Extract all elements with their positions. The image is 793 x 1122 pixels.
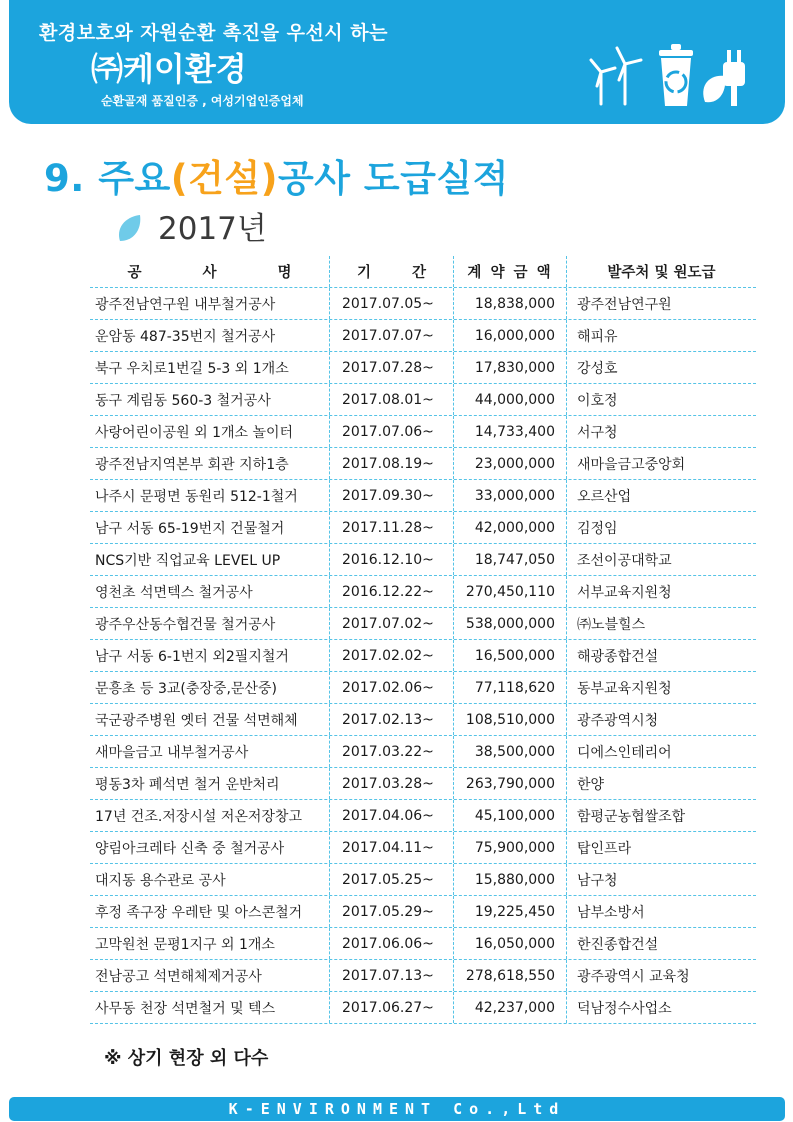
cell-contract-amount: 19,225,450	[453, 896, 566, 927]
section-number: 9.	[44, 157, 85, 200]
cell-contract-amount: 23,000,000	[453, 448, 566, 479]
cell-client: 남부소방서	[566, 896, 756, 927]
cell-period: 2017.04.11~	[329, 832, 453, 863]
table-row	[90, 448, 756, 480]
cell-period: 2017.08.19~	[329, 448, 453, 479]
cell-contract-amount: 16,500,000	[453, 640, 566, 671]
table-row	[90, 704, 756, 736]
table-row	[90, 480, 756, 512]
cell-client: 디에스인테리어	[566, 736, 756, 767]
cell-contract-amount: 33,000,000	[453, 480, 566, 511]
cell-period: 2017.02.02~	[329, 640, 453, 671]
cell-client: 한양	[566, 768, 756, 799]
cell-period: 2017.02.06~	[329, 672, 453, 703]
table-row	[90, 736, 756, 768]
cell-client: 김정임	[566, 512, 756, 543]
cell-period: 2017.05.29~	[329, 896, 453, 927]
contract-table	[90, 256, 756, 1024]
header-client: 발주처 및 원도급	[566, 256, 756, 287]
cell-project-name: 양림아크레타 신축 중 철거공사	[95, 840, 285, 857]
cell-client: 해광종합건설	[566, 640, 756, 671]
table-row	[90, 864, 756, 896]
cell-project-name: 동구 계림동 560-3 철거공사	[95, 392, 271, 409]
table-row	[90, 384, 756, 416]
table-row	[90, 672, 756, 704]
cell-period: 2017.06.27~	[329, 992, 453, 1023]
table-row	[90, 960, 756, 992]
table-row	[90, 512, 756, 544]
cell-client: 동부교육지원청	[566, 672, 756, 703]
cell-period: 2017.07.07~	[329, 320, 453, 351]
table-row	[90, 640, 756, 672]
cell-client: 이호정	[566, 384, 756, 415]
cell-contract-amount: 270,450,110	[453, 576, 566, 607]
cell-project-name: 나주시 문평면 동원리 512-1철거	[95, 488, 298, 505]
table-row	[90, 800, 756, 832]
header-project-name: 공 사 명	[127, 265, 320, 281]
slogan: 환경보호와 자원순환 촉진을 우선시 하는	[39, 22, 388, 44]
cell-contract-amount: 42,000,000	[453, 512, 566, 543]
table-row	[90, 832, 756, 864]
cell-period: 2017.07.06~	[329, 416, 453, 447]
table-row	[90, 288, 756, 320]
table-row	[90, 320, 756, 352]
section-title	[44, 148, 509, 202]
header-period: 기 간	[329, 256, 453, 287]
cell-project-name: NCS기반 직업교육 LEVEL UP	[95, 552, 281, 569]
cell-project-name: 광주전남지역본부 회관 지하1층	[95, 456, 289, 473]
cell-client: 서부교육지원청	[566, 576, 756, 607]
cell-project-name: 17년 건조.저장시설 저온저장창고	[95, 808, 302, 825]
cell-project-name: 북구 우치로1번길 5-3 외 1개소	[95, 360, 289, 377]
cell-period: 2017.04.06~	[329, 800, 453, 831]
header-contract-amount: 계 약 금 액	[453, 256, 566, 287]
cell-project-name: 전남공고 석면해체제거공사	[95, 968, 262, 985]
cell-project-name: 사랑어린이공원 외 1개소 놀이터	[95, 424, 294, 441]
cell-client: 해피유	[566, 320, 756, 351]
table-row	[90, 896, 756, 928]
leaf-icon	[116, 213, 142, 243]
cell-period: 2017.05.25~	[329, 864, 453, 895]
cell-contract-amount: 278,618,550	[453, 960, 566, 991]
cell-project-name: 운암동 487-35번지 철거공사	[95, 328, 276, 345]
cell-client: 한진종합건설	[566, 928, 756, 959]
cell-period: 2017.07.05~	[329, 288, 453, 319]
cell-contract-amount: 263,790,000	[453, 768, 566, 799]
header-icons	[587, 42, 755, 112]
cell-client: 강성호	[566, 352, 756, 383]
cell-contract-amount: 75,900,000	[453, 832, 566, 863]
cell-project-name: 영천초 석면텍스 철거공사	[95, 584, 253, 601]
wind-turbine-icon	[591, 48, 641, 104]
cell-project-name: 평동3차 폐석면 철거 운반처리	[95, 776, 280, 793]
cell-project-name: 광주우산동수협건물 철거공사	[95, 616, 276, 633]
cell-project-name: 대지동 용수관로 공사	[95, 872, 226, 889]
cell-period: 2017.06.06~	[329, 928, 453, 959]
leaf-plug-icon	[703, 50, 745, 106]
cell-client: ㈜노블힐스	[566, 608, 756, 639]
cell-contract-amount: 18,747,050	[453, 544, 566, 575]
cell-contract-amount: 45,100,000	[453, 800, 566, 831]
cell-project-name: 사무동 천장 석면철거 및 텍스	[95, 1000, 276, 1017]
table-row	[90, 928, 756, 960]
certification-text: 순환골재 품질인증 , 여성기업인증업체	[101, 94, 304, 108]
cell-client: 광주광역시청	[566, 704, 756, 735]
year-label: 2017년	[158, 211, 267, 247]
cell-period: 2017.07.02~	[329, 608, 453, 639]
table-row	[90, 768, 756, 800]
cell-period: 2017.03.28~	[329, 768, 453, 799]
cell-client: 광주광역시 교육청	[566, 960, 756, 991]
section-title-paren: (건설)	[170, 157, 278, 200]
cell-contract-amount: 14,733,400	[453, 416, 566, 447]
cell-period: 2017.11.28~	[329, 512, 453, 543]
cell-period: 2017.09.30~	[329, 480, 453, 511]
footer-text: K-ENVIRONMENT Co.,Ltd	[228, 1100, 566, 1118]
cell-period: 2016.12.10~	[329, 544, 453, 575]
table-row	[90, 608, 756, 640]
cell-period: 2017.03.22~	[329, 736, 453, 767]
cell-client: 탑인프라	[566, 832, 756, 863]
note-text: ※ 상기 현장 외 다수	[104, 1048, 269, 1069]
cell-period: 2016.12.22~	[329, 576, 453, 607]
footer-bar	[9, 1097, 785, 1121]
header-banner	[9, 0, 785, 124]
table-header-row	[90, 256, 756, 288]
cell-project-name: 남구 서동 65-19번지 건물철거	[95, 520, 285, 537]
cell-contract-amount: 538,000,000	[453, 608, 566, 639]
cell-client: 새마을금고중앙회	[566, 448, 756, 479]
cell-project-name: 고막원천 문평1지구 외 1개소	[95, 936, 275, 953]
table-row	[90, 544, 756, 576]
table-row	[90, 352, 756, 384]
cell-client: 남구청	[566, 864, 756, 895]
table-row	[90, 416, 756, 448]
cell-contract-amount: 17,830,000	[453, 352, 566, 383]
table-row	[90, 576, 756, 608]
cell-period: 2017.07.28~	[329, 352, 453, 383]
cell-contract-amount: 16,050,000	[453, 928, 566, 959]
cell-project-name: 광주전남연구원 내부철거공사	[95, 296, 276, 313]
cell-client: 함평군농협쌀조합	[566, 800, 756, 831]
cell-project-name: 새마을금고 내부철거공사	[95, 744, 249, 761]
section-title-a: 주요	[98, 157, 171, 200]
cell-client: 오르산업	[566, 480, 756, 511]
cell-client: 광주전남연구원	[566, 288, 756, 319]
cell-period: 2017.08.01~	[329, 384, 453, 415]
cell-contract-amount: 38,500,000	[453, 736, 566, 767]
table-row	[90, 992, 756, 1024]
cell-contract-amount: 18,838,000	[453, 288, 566, 319]
cell-project-name: 남구 서동 6-1번지 외2필지철거	[95, 648, 289, 665]
company-name: ㈜케이환경	[91, 50, 247, 88]
recycle-bin-icon	[659, 44, 693, 106]
cell-project-name: 후정 족구장 우레탄 및 아스콘철거	[95, 904, 303, 921]
cell-project-name: 문흥초 등 3교(충장중,문산중)	[95, 680, 277, 697]
section-title-b: 공사 도급실적	[278, 157, 509, 200]
cell-contract-amount: 42,237,000	[453, 992, 566, 1023]
cell-project-name: 국군광주병원 옛터 건물 석면해체	[95, 712, 298, 729]
cell-client: 조선이공대학교	[566, 544, 756, 575]
cell-contract-amount: 108,510,000	[453, 704, 566, 735]
cell-contract-amount: 77,118,620	[453, 672, 566, 703]
cell-period: 2017.07.13~	[329, 960, 453, 991]
cell-client: 덕남정수사업소	[566, 992, 756, 1023]
cell-contract-amount: 44,000,000	[453, 384, 566, 415]
cell-contract-amount: 15,880,000	[453, 864, 566, 895]
cell-period: 2017.02.13~	[329, 704, 453, 735]
cell-contract-amount: 16,000,000	[453, 320, 566, 351]
cell-client: 서구청	[566, 416, 756, 447]
